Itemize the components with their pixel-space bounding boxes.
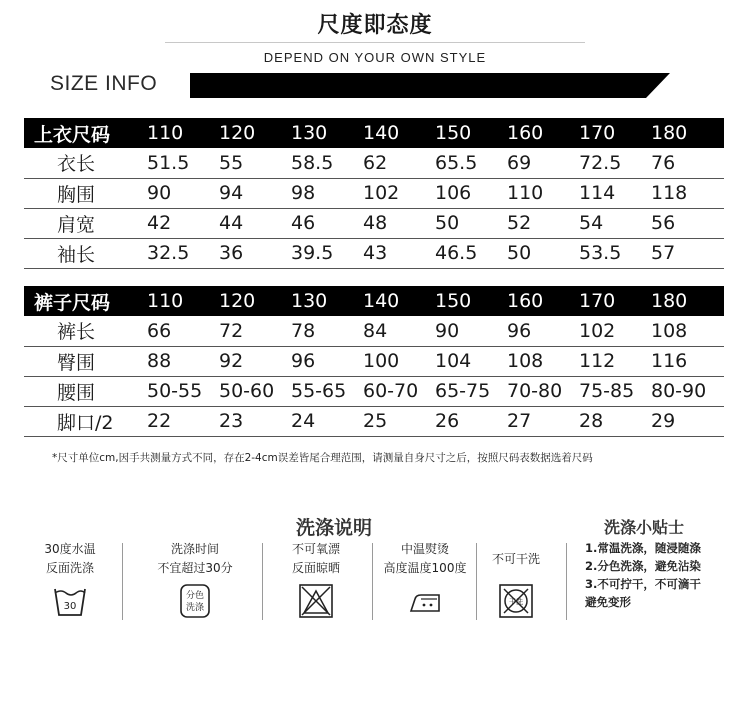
table-cell: 50-55 <box>145 376 217 406</box>
table-cell: 72.5 <box>577 148 649 178</box>
header-cell: 170 <box>577 118 649 148</box>
care-item-wash-time <box>145 539 245 619</box>
row-label: 袖长 <box>24 238 145 268</box>
care-line-2: 不宜超过30分 <box>157 561 233 575</box>
table-row <box>24 346 724 376</box>
care-line-2: 反面晾晒 <box>291 561 340 575</box>
table-cell: 116 <box>649 346 724 376</box>
header-cell: 140 <box>361 286 433 316</box>
wash-tips-list <box>585 539 701 611</box>
table-cell: 75-85 <box>577 376 649 406</box>
table-cell: 65.5 <box>433 148 505 178</box>
table-cell: 36 <box>217 238 289 268</box>
header-cell: 上衣尺码 <box>24 118 145 148</box>
table-row <box>24 208 724 238</box>
wash-temp-text: 30 <box>63 601 77 612</box>
care-line-1: 30度水温 <box>44 542 96 556</box>
table-cell: 23 <box>217 406 289 436</box>
care-line-1: 不可氧漂 <box>291 542 340 556</box>
table-cell: 50-60 <box>217 376 289 406</box>
table-cell: 65-75 <box>433 376 505 406</box>
row-label: 臀围 <box>24 346 145 376</box>
size-info-label: SIZE INFO <box>50 72 158 95</box>
header-cell: 130 <box>289 286 361 316</box>
table-cell: 114 <box>577 178 649 208</box>
table-cell: 84 <box>361 316 433 346</box>
care-divider <box>262 543 263 620</box>
table-cell: 92 <box>217 346 289 376</box>
tip-line: 3.不可拧干，不可滴干 <box>585 577 701 591</box>
table-cell: 43 <box>361 238 433 268</box>
table-cell: 104 <box>433 346 505 376</box>
care-divider <box>476 543 477 620</box>
table-cell: 70-80 <box>505 376 577 406</box>
table-cell: 78 <box>289 316 361 346</box>
separate-wash-icon <box>177 583 213 619</box>
table-cell: 46 <box>289 208 361 238</box>
care-divider <box>566 543 567 620</box>
table-cell: 96 <box>505 316 577 346</box>
table-cell: 88 <box>145 346 217 376</box>
title-divider <box>165 42 585 43</box>
table-cell: 90 <box>433 316 505 346</box>
header-cell: 120 <box>217 286 289 316</box>
header-cell: 110 <box>145 118 217 148</box>
table-cell: 27 <box>505 406 577 436</box>
icon-label-1: 分色 <box>185 591 205 601</box>
wash-tips-title: 洗涤小贴士 <box>604 518 685 537</box>
table-cell: 108 <box>649 316 724 346</box>
wash-instructions-title: 洗涤说明 <box>296 517 373 539</box>
page-subtitle: DEPEND ON YOUR OWN STYLE <box>263 50 487 65</box>
table-cell: 42 <box>145 208 217 238</box>
table-cell: 26 <box>433 406 505 436</box>
table-header-row <box>24 118 724 148</box>
header-cell: 130 <box>289 118 361 148</box>
header-cell: 150 <box>433 118 505 148</box>
table-row <box>24 178 724 208</box>
table-cell: 22 <box>145 406 217 436</box>
table-cell: 90 <box>145 178 217 208</box>
table-cell: 102 <box>361 178 433 208</box>
table-cell: 110 <box>505 178 577 208</box>
tip-line: 2.分色洗涤，避免沾染 <box>585 559 701 573</box>
care-line-1: 洗涤时间 <box>170 542 219 556</box>
table-cell: 32.5 <box>145 238 217 268</box>
section-banner-bar <box>190 73 670 98</box>
tip-line: 避免变形 <box>585 595 631 609</box>
row-label: 脚口/2 <box>24 406 145 436</box>
header-cell: 170 <box>577 286 649 316</box>
table-cell: 55-65 <box>289 376 361 406</box>
table-cell: 51.5 <box>145 148 217 178</box>
no-dry-clean-icon <box>498 583 534 619</box>
table-cell: 94 <box>217 178 289 208</box>
table-cell: 55 <box>217 148 289 178</box>
header-cell: 120 <box>217 118 289 148</box>
table-cell: 28 <box>577 406 649 436</box>
care-line-2: 反面洗涤 <box>45 561 94 575</box>
table-cell: 102 <box>577 316 649 346</box>
table-cell: 57 <box>649 238 724 268</box>
table-row <box>24 406 724 436</box>
bottom-size-table <box>24 286 724 437</box>
no-bleach-icon <box>298 583 334 619</box>
iron-medium-icon <box>407 583 443 619</box>
table-cell: 106 <box>433 178 505 208</box>
wash-30-icon <box>52 583 88 619</box>
table-cell: 29 <box>649 406 724 436</box>
table-cell: 24 <box>289 406 361 436</box>
table-cell: 72 <box>217 316 289 346</box>
table-cell: 108 <box>505 346 577 376</box>
care-line-1: 不可干洗 <box>491 551 540 566</box>
table-cell: 80-90 <box>649 376 724 406</box>
row-label: 腰围 <box>24 376 145 406</box>
icon-label-2: 洗涤 <box>185 603 205 613</box>
header-cell: 110 <box>145 286 217 316</box>
table-cell: 66 <box>145 316 217 346</box>
table-cell: 25 <box>361 406 433 436</box>
row-label: 衣长 <box>24 148 145 178</box>
top-size-table <box>24 118 724 269</box>
care-item-water-temp <box>30 539 110 619</box>
table-cell: 100 <box>361 346 433 376</box>
row-label: 肩宽 <box>24 208 145 238</box>
header-cell: 150 <box>433 286 505 316</box>
table-row <box>24 148 724 178</box>
care-item-ironing <box>370 539 480 619</box>
table-row <box>24 238 724 268</box>
care-item-no-bleach <box>276 539 356 619</box>
table-cell: 50 <box>433 208 505 238</box>
table-row <box>24 316 724 346</box>
table-cell: 44 <box>217 208 289 238</box>
row-label: 裤长 <box>24 316 145 346</box>
table-cell: 58.5 <box>289 148 361 178</box>
care-item-no-dry-clean <box>482 539 550 619</box>
care-line-2: 高度温度100度 <box>383 561 467 575</box>
header-cell: 140 <box>361 118 433 148</box>
table-row <box>24 376 724 406</box>
table-cell: 53.5 <box>577 238 649 268</box>
table-cell: 52 <box>505 208 577 238</box>
tip-line: 1.常温洗涤，随浸随涤 <box>585 541 701 555</box>
header-cell: 裤子尺码 <box>24 286 145 316</box>
table-cell: 118 <box>649 178 724 208</box>
table-cell: 48 <box>361 208 433 238</box>
table-cell: 46.5 <box>433 238 505 268</box>
size-note: *尺寸单位cm,因手共测量方式不同，存在2-4cm误差皆尾合理范围，请测量自身尺寸之后，按照尺码表数据选着尺码 <box>52 452 593 464</box>
table-cell: 96 <box>289 346 361 376</box>
care-line-1: 中温熨烫 <box>400 542 449 556</box>
table-cell: 54 <box>577 208 649 238</box>
page-title: 尺度即态度 <box>317 13 433 38</box>
table-cell: 69 <box>505 148 577 178</box>
table-cell: 62 <box>361 148 433 178</box>
header-cell: 160 <box>505 286 577 316</box>
dry-clean-text: 干洗 <box>509 598 523 606</box>
table-cell: 76 <box>649 148 724 178</box>
header-cell: 180 <box>649 286 724 316</box>
table-header-row <box>24 286 724 316</box>
care-divider <box>122 543 123 620</box>
table-cell: 50 <box>505 238 577 268</box>
table-cell: 39.5 <box>289 238 361 268</box>
table-cell: 60-70 <box>361 376 433 406</box>
table-cell: 112 <box>577 346 649 376</box>
row-label: 胸围 <box>24 178 145 208</box>
table-cell: 56 <box>649 208 724 238</box>
header-cell: 180 <box>649 118 724 148</box>
header-cell: 160 <box>505 118 577 148</box>
table-cell: 98 <box>289 178 361 208</box>
